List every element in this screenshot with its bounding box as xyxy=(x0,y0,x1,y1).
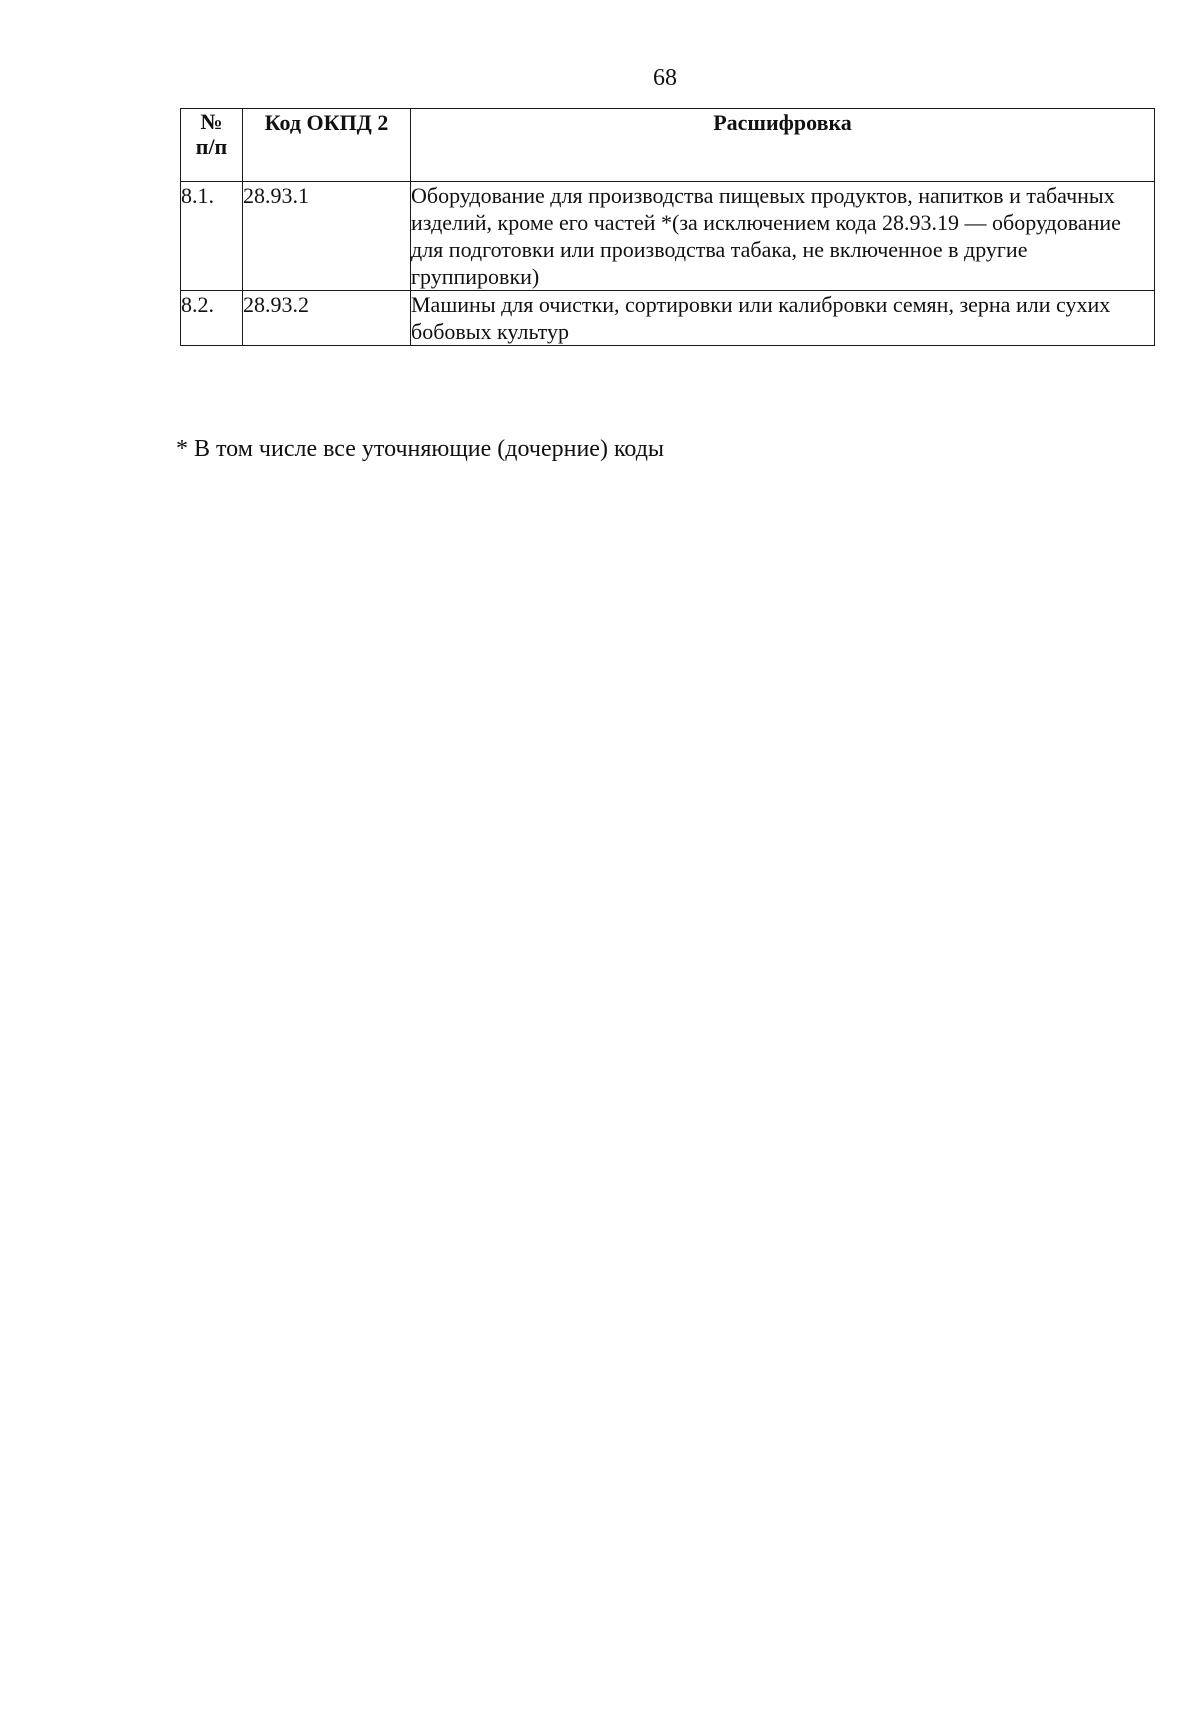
row-code: 28.93.1 xyxy=(243,182,411,291)
row-description: Оборудование для производства пищевых продуктов, напитков и табачных изделий, кроме его частей *(за исключением кода 28.93.19 — оборудование для подготовки или производства табака, не включенное в другие группировки) xyxy=(411,182,1155,291)
header-description: Расшифровка xyxy=(411,109,1155,182)
table-row xyxy=(181,182,1155,291)
okpd-table xyxy=(180,108,1155,346)
page-number: 68 xyxy=(653,65,677,91)
row-description: Машины для очистки, сортировки или калибровки семян, зерна или сухих бобовых культур xyxy=(411,291,1155,346)
row-code: 28.93.2 xyxy=(243,291,411,346)
row-number: 8.1. xyxy=(181,182,243,291)
header-number xyxy=(181,109,243,182)
table-header-row xyxy=(181,109,1155,182)
table-row xyxy=(181,291,1155,346)
header-number-label: п/п xyxy=(195,134,228,159)
header-code: Код ОКПД 2 xyxy=(243,109,411,182)
row-number: 8.2. xyxy=(181,291,243,346)
footnote: * В том числе все уточняющие (дочерние) коды xyxy=(176,436,665,462)
header-number-sign: № xyxy=(200,109,223,134)
